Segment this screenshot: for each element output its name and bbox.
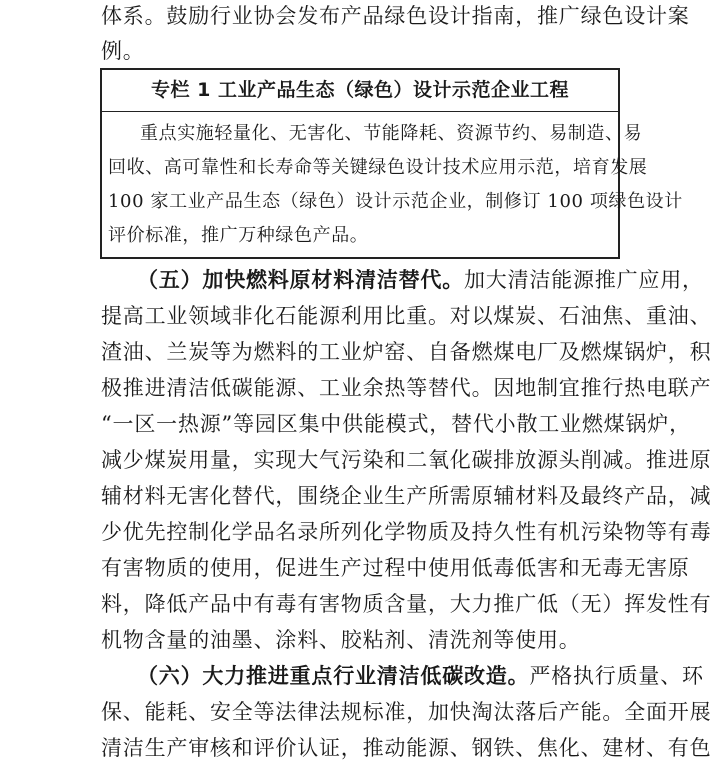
column-box-divider <box>102 111 618 112</box>
paragraph-line: 渣油、兰炭等为燃料的工业炉窑、自备燃煤电厂及燃煤锅炉，积 <box>101 340 712 364</box>
paragraph-line: 减少煤炭用量，实现大气污染和二氧化碳排放源头削减。推进原 <box>101 448 712 472</box>
paragraph-line: 辅材料无害化替代，围绕企业生产所需原辅材料及最终产品，减 <box>101 484 712 508</box>
paragraph-line: 有害物质的使用，促进生产过程中使用低毒低害和无毒无害原 <box>101 556 690 580</box>
paragraph-line: 提高工业领域非化石能源利用比重。对以煤炭、石油焦、重油、 <box>101 304 712 328</box>
paragraph-line: 料，降低产品中有毒有害物质含量，大力推广低（无）挥发性有 <box>101 592 712 616</box>
section-6-first-line-text: 严格执行质量、环 <box>529 664 704 688</box>
section-5-heading: （五）加快燃料原材料清洁替代。 <box>137 268 464 292</box>
column-box <box>100 68 683 259</box>
paragraph-line: “一区一热源”等园区集中供能模式，替代小散工业燃煤锅炉， <box>101 412 691 436</box>
paragraph-line: 保、能耗、安全等法律法规标准，加快淘汰落后产能。全面开展 <box>101 700 712 724</box>
paragraph-line: 体系。鼓励行业协会发布产品绿色设计指南，推广绿色设计案 <box>101 4 690 28</box>
column-box-title: 专栏 1 工业产品生态（绿色）设计示范企业工程 <box>151 79 569 101</box>
section-5-first-line-text: 加大清洁能源推广应用， <box>464 268 704 292</box>
paragraph-line: 少优先控制化学品名录所列化学物质及持久性有机污染物等有毒 <box>101 520 712 544</box>
paragraph-line: 清洁生产审核和评价认证，推动能源、钢铁、焦化、建材、有色 <box>101 736 712 760</box>
paragraph-line: 机物含量的油墨、涂料、胶粘剂、清洗剂等使用。 <box>101 628 581 652</box>
section-5-first-line <box>137 266 704 294</box>
paragraph-line: 极推进清洁低碳能源、工业余热等替代。因地制宜推行热电联产 <box>101 376 712 400</box>
column-box-line: 重点实施轻量化、无害化、节能降耗、资源节约、易制造、易 <box>140 123 643 144</box>
column-box-line: 评价标准，推广万种绿色产品。 <box>108 225 369 246</box>
column-box-line: 回收、高可靠性和长寿命等关键绿色设计技术应用示范，培育发展 <box>108 157 648 178</box>
column-box-line: 100 家工业产品生态（绿色）设计示范企业，制修订 100 项绿色设计 <box>108 191 683 212</box>
section-6-first-line <box>137 662 704 690</box>
section-6-heading: （六）大力推进重点行业清洁低碳改造。 <box>137 664 530 688</box>
paragraph-line: 例。 <box>101 39 145 63</box>
